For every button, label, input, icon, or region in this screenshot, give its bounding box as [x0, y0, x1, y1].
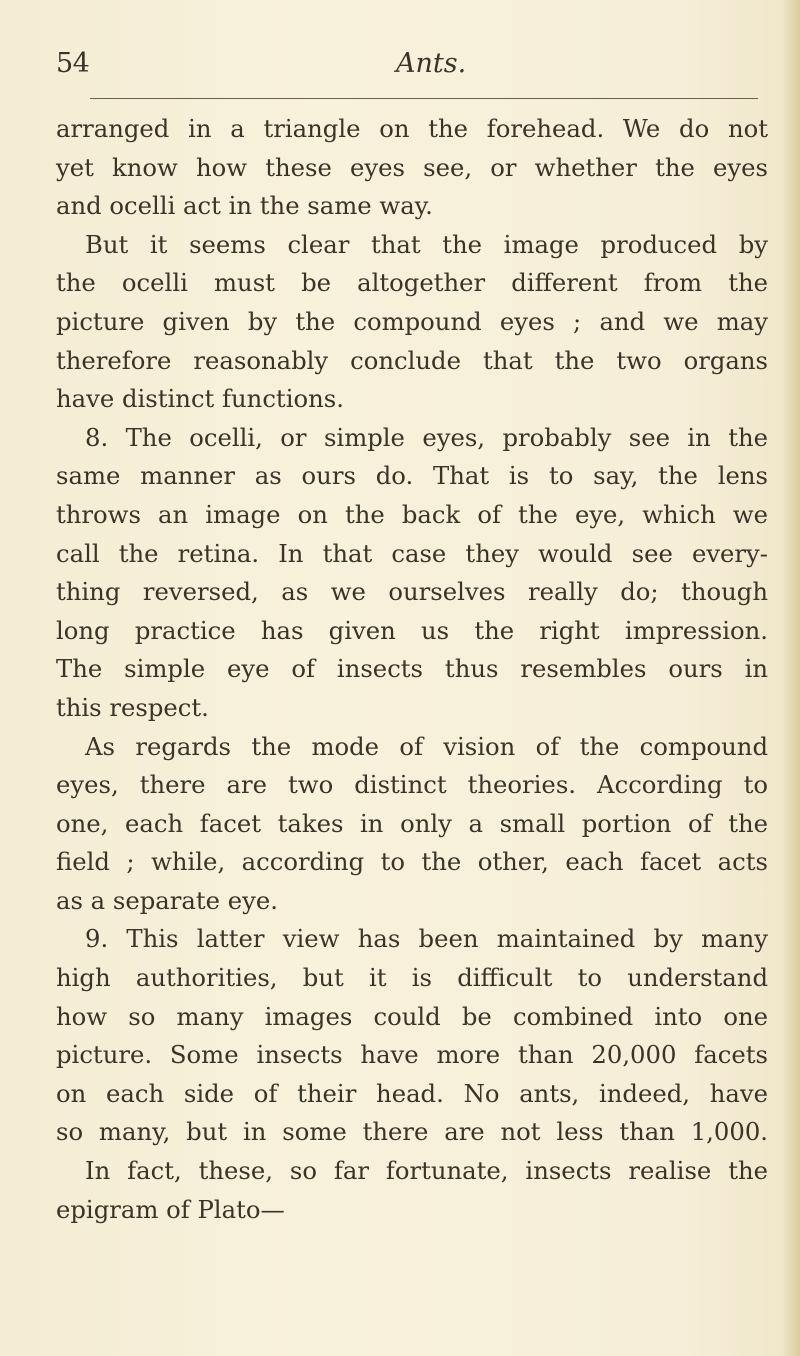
- text-line: In fact, these, so far fortunate, insects realise the: [85, 1156, 768, 1186]
- page-edge-shadow: [782, 0, 800, 1356]
- text-line: arranged in a triangle on the forehead. We do not: [56, 114, 768, 143]
- text-line: the ocelli must be altogether different from the: [56, 268, 768, 298]
- text-line: picture. Some insects have more than 20,000 facets: [56, 1040, 768, 1070]
- running-head: [56, 48, 776, 92]
- text-line: and ocelli act in the same way.: [56, 191, 433, 221]
- text-line: field ; while, according to the other, each facet acts: [56, 847, 768, 877]
- text-line: on each side of their head. No ants, indeed, have: [56, 1078, 768, 1108]
- text-line: throws an image on the back of the eye, which we: [56, 499, 768, 529]
- text-line: yet know how these eyes see, or whether the eyes: [56, 152, 768, 182]
- text-line: how so many images could be combined into one: [56, 1001, 768, 1031]
- text-line: The simple eye of insects thus resembles ours in: [56, 654, 768, 684]
- header-rule: [90, 98, 758, 99]
- text-line: as a separate eye.: [56, 885, 278, 915]
- text-line: one, each facet takes in only a small portion of the: [56, 808, 768, 838]
- text-line: same manner as ours do. That is to say, the lens: [56, 461, 768, 491]
- text-line: picture given by the compound eyes ; and we may: [56, 306, 768, 336]
- text-line: therefore reasonably conclude that the two organs: [56, 345, 768, 375]
- text-line: long practice has given us the right impression.: [56, 615, 768, 645]
- text-line: But it seems clear that the image produced by: [85, 229, 768, 259]
- text-line: thing reversed, as we ourselves really do; though: [56, 577, 768, 607]
- text-line: have distinct functions.: [56, 384, 344, 414]
- running-title: Ants.: [396, 48, 467, 79]
- text-line: 9. This latter view has been maintained by many: [85, 924, 768, 954]
- page-number: 54: [56, 48, 90, 79]
- text-line: 8. The ocelli, or simple eyes, probably see in the: [85, 422, 768, 452]
- text-line: epigram of Plato—: [56, 1194, 285, 1224]
- text-line: so many, but in some there are not less than 1,000.: [56, 1117, 768, 1147]
- body-text: [56, 110, 768, 1229]
- text-line: call the retina. In that case they would see every-: [56, 538, 768, 568]
- text-line: eyes, there are two distinct theories. According to: [56, 770, 768, 800]
- text-line: As regards the mode of vision of the compound: [85, 731, 768, 761]
- text-line: high authorities, but it is difficult to understand: [56, 963, 768, 993]
- text-line: this respect.: [56, 692, 209, 722]
